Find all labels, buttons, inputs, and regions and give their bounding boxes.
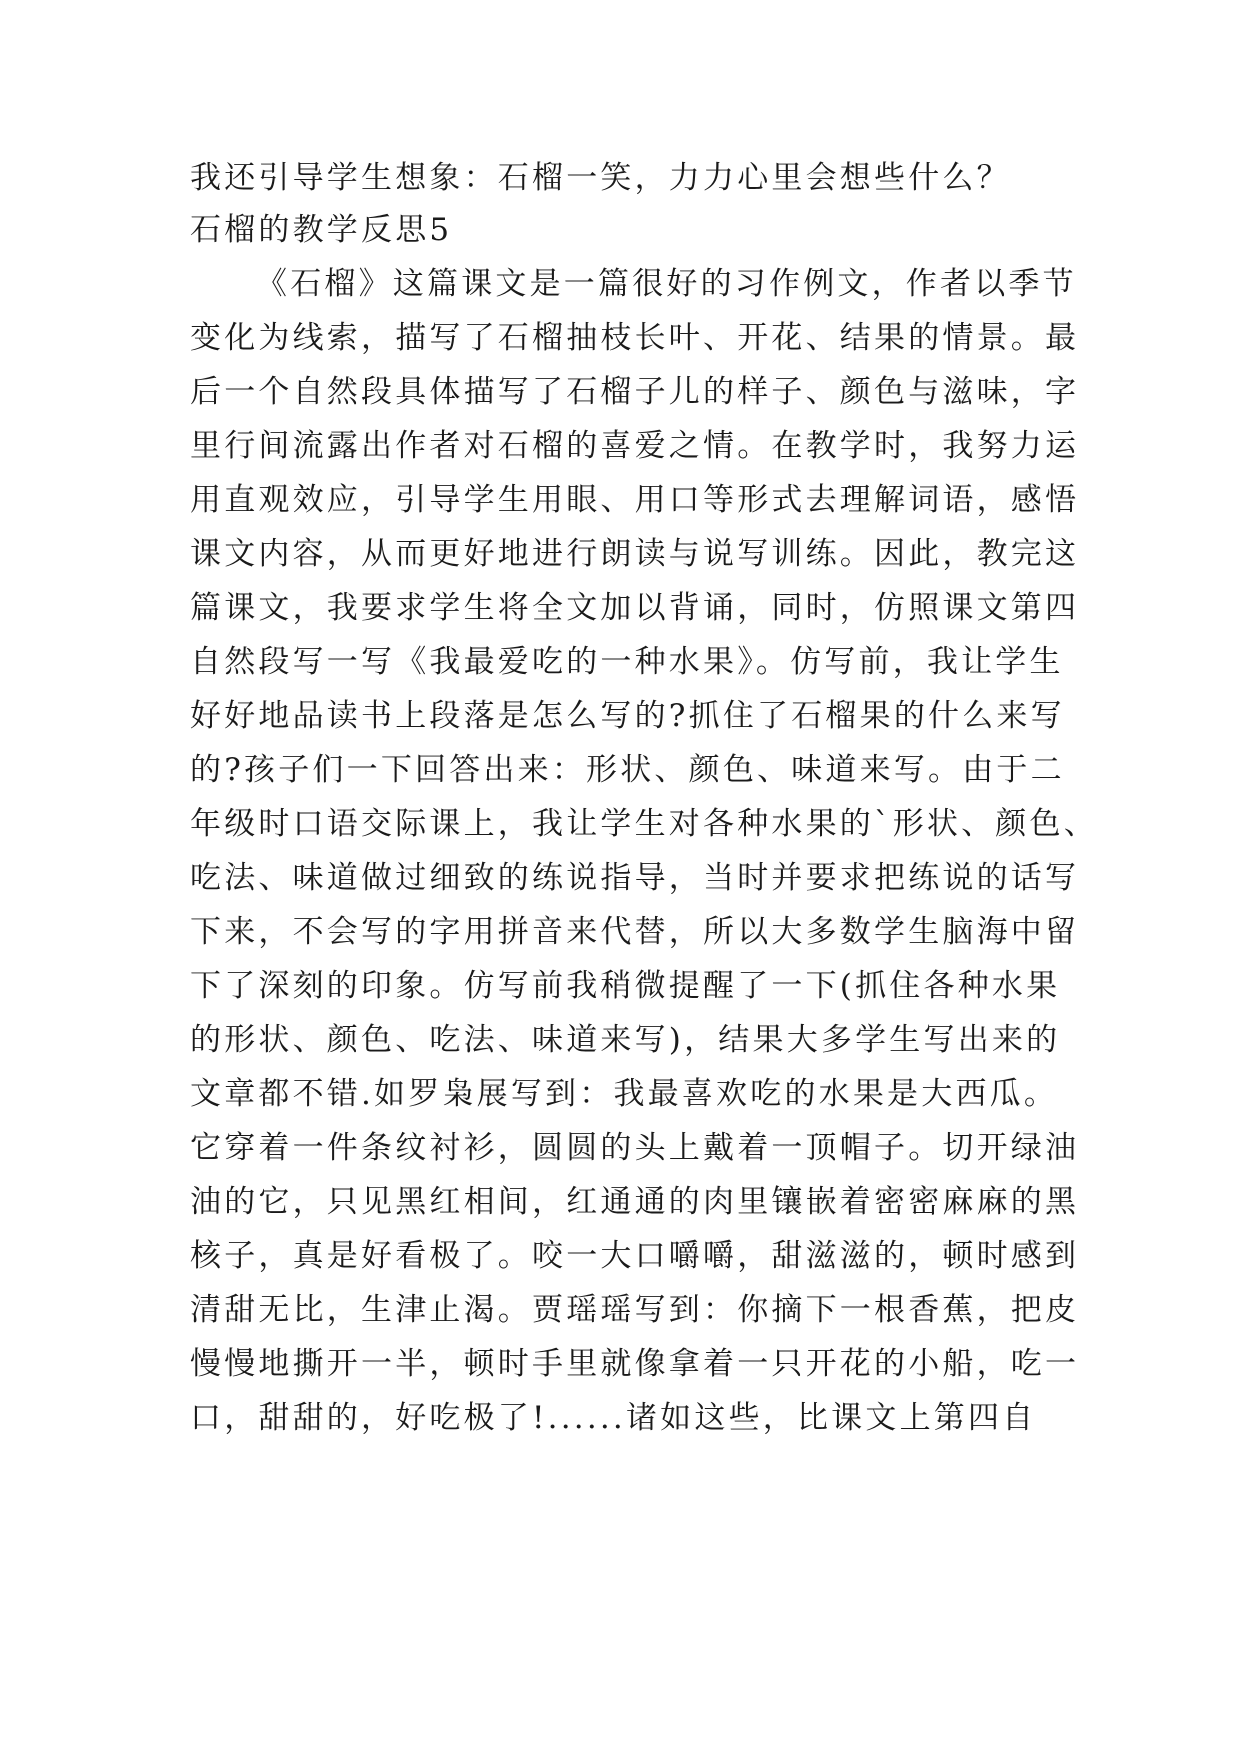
- text-line: 变化为线索，描写了石榴抽枝长叶、开花、结果的情景。最: [190, 320, 1080, 356]
- text-line: 下来，不会写的字用拼音来代替，所以大多数学生脑海中留: [190, 914, 1080, 950]
- text-line: 用直观效应，引导学生用眼、用口等形式去理解词语，感悟: [190, 482, 1080, 518]
- text-line: 慢慢地撕开一半，顿时手里就像拿着一只开花的小船，吃一: [190, 1346, 1080, 1382]
- text-line: 后一个自然段具体描写了石榴子儿的样子、颜色与滋味，字: [190, 374, 1080, 410]
- text-line: 文章都不错.如罗枭展写到：我最喜欢吃的水果是大西瓜。: [190, 1076, 1059, 1112]
- text-line: 下了深刻的印象。仿写前我稍微提醒了一下(抓住各种水果: [190, 968, 1061, 1004]
- text-line: 我还引导学生想象：石榴一笑，力力心里会想些什么？: [190, 160, 1011, 196]
- text-line: 它穿着一件条纹衬衫，圆圆的头上戴着一顶帽子。切开绿油: [190, 1130, 1080, 1166]
- text-line: 的形状、颜色、吃法、味道来写)，结果大多学生写出来的: [190, 1022, 1061, 1058]
- section-title: 石榴的教学反思5: [190, 212, 453, 248]
- text-line: 口，甜甜的，好吃极了!......诸如这些，比课文上第四自: [190, 1400, 1037, 1436]
- text-line: 篇课文，我要求学生将全文加以背诵，同时，仿照课文第四: [190, 590, 1080, 626]
- text-line: 的?孩子们一下回答出来：形状、颜色、味道来写。由于二: [190, 752, 1065, 788]
- text-line: 里行间流露出作者对石榴的喜爱之情。在教学时，我努力运: [190, 428, 1080, 464]
- text-line: 吃法、味道做过细致的练说指导，当时并要求把练说的话写: [190, 860, 1080, 896]
- text-line: 自然段写一写《我最爱吃的一种水果》。仿写前，我让学生: [190, 644, 1064, 680]
- text-line: 油的它，只见黑红相间，红通通的肉里镶嵌着密密麻麻的黑: [190, 1184, 1080, 1220]
- text-line: 年级时口语交际课上，我让学生对各种水果的`形状、颜色、: [190, 806, 1098, 842]
- text-line: 清甜无比，生津止渴。贾瑶瑶写到：你摘下一根香蕉，把皮: [190, 1292, 1080, 1328]
- text-line: 课文内容，从而更好地进行朗读与说写训练。因此，教完这: [190, 536, 1080, 572]
- text-line: 核子，真是好看极了。咬一大口嚼嚼，甜滋滋的，顿时感到: [190, 1238, 1080, 1274]
- paragraph-first-line: 《石榴》这篇课文是一篇很好的习作例文，作者以季节: [256, 266, 1077, 302]
- text-line: 好好地品读书上段落是怎么写的?抓住了石榴果的什么来写: [190, 698, 1065, 734]
